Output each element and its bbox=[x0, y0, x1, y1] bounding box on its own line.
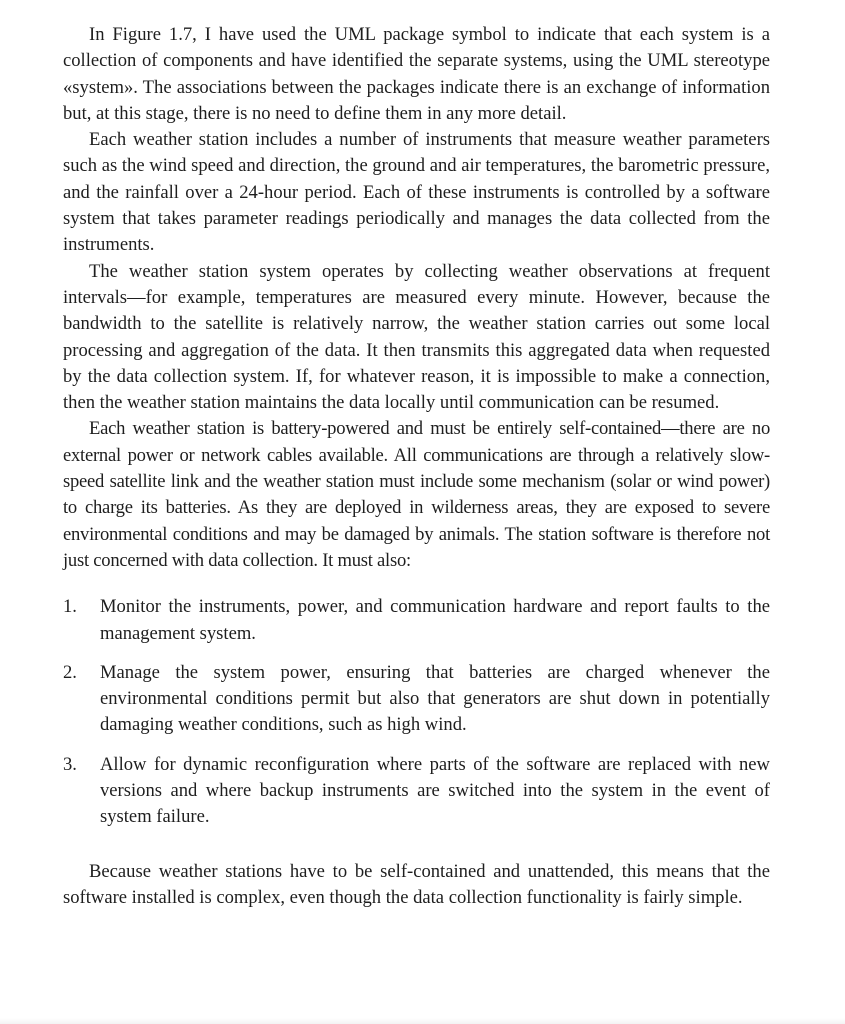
paragraph-power: Each weather station is battery-powered and must be entirely self-contained—there are no external power or network cables available. All communications are through a relatively slow-speed satellite link and the weather station must include some mechanism (solar or wind power) to charge its batteries. As they are deployed in wilderness areas, they are exposed to severe environmental conditions and may be damaged by animals. The station software is therefore not just concerned with data collection. It must also: bbox=[63, 418, 770, 571]
paragraph-closing: Because weather stations have to be self-contained and unattended, this means that the software installed is complex, even though the data collection functionality is fairly simple. bbox=[63, 860, 770, 908]
document-page bbox=[63, 22, 770, 911]
list-item-number: 3. bbox=[63, 753, 77, 775]
list-item bbox=[63, 660, 770, 739]
list-item-text: Monitor the instruments, power, and communication hardware and report faults to the management system. bbox=[100, 596, 770, 644]
paragraph-instruments: Each weather station includes a number of instruments that measure weather parameters such as the wind speed and direction, the ground and air temperatures, the barometric pressure, and the rainfall over a 24-hour period. Each of these instruments is controlled by a software system that takes parameter readings periodically and manages the data collected from the instruments. bbox=[63, 129, 770, 256]
requirements-list bbox=[63, 594, 770, 830]
paragraph-operation: The weather station system operates by collecting weather observations at frequent intervals—for example, temperatures are measured every minute. However, because the bandwidth to the satellite is relatively narrow, the weather station carries out some local processing and aggregation of the data. It then transmits this aggregated data when requested by the data collection system. If, for whatever reason, it is impossible to make a connection, then the weather station maintains the data locally until communication can be resumed. bbox=[63, 260, 770, 414]
list-item bbox=[63, 594, 770, 647]
paragraph-figure-intro: In Figure 1.7, I have used the UML package symbol to indicate that each system is a collection of components and have identified the separate systems, using the UML stereotype «system». The associations between the packages indicate there is an exchange of information but, at this stage, there is no need to define them in any more detail. bbox=[63, 24, 770, 124]
list-item-text: Allow for dynamic reconfiguration where parts of the software are replaced with new versions and where backup instruments are switched into the system in the event of system failure. bbox=[100, 753, 770, 828]
page-bottom-edge bbox=[0, 1018, 845, 1024]
list-item-text: Manage the system power, ensuring that batteries are charged whenever the environmental conditions permit but also that generators are shut down in potentially damaging weather conditions, such as high wind. bbox=[100, 661, 770, 736]
list-item-number: 1. bbox=[63, 596, 77, 618]
list-item bbox=[63, 752, 770, 831]
list-item-number: 2. bbox=[63, 661, 77, 683]
